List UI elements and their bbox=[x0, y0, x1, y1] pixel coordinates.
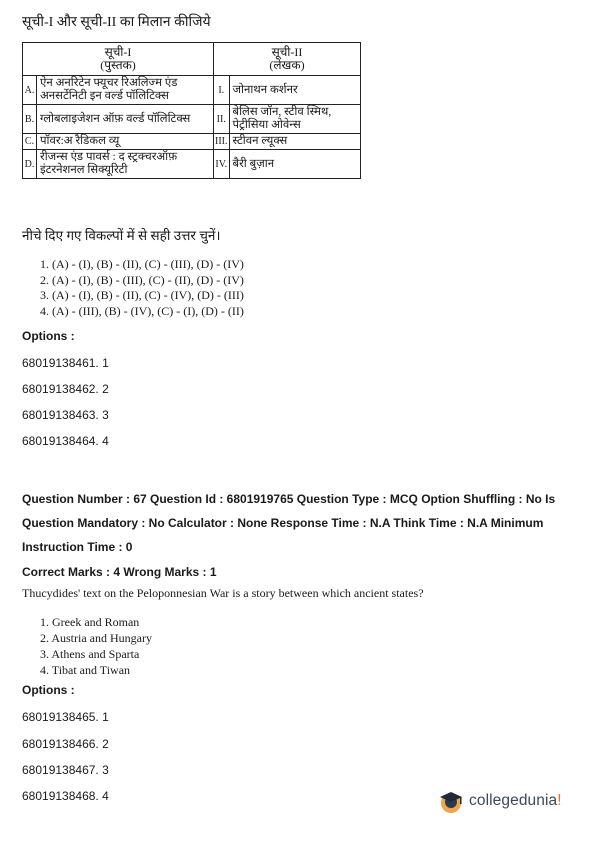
row-label: D. bbox=[23, 150, 37, 179]
match-table bbox=[22, 42, 361, 179]
option-id: 68019138466. 2 bbox=[22, 737, 109, 751]
row-label: II. bbox=[214, 105, 230, 134]
row-label: III. bbox=[214, 134, 230, 150]
choice-item: 3. (A) - (I), (B) - (II), (C) - (IV), (D) - (III) bbox=[40, 288, 244, 302]
option-id: 68019138468. 4 bbox=[22, 789, 109, 803]
question-meta-line: Question Number : 67 Question Id : 6801919765 Question Type : MCQ Option Shuffling : No Is bbox=[22, 492, 556, 506]
book-cell: रीजन्स एंड पावर्स : द स्ट्रक्चरऑफ़ इंटरनेशनल सिक्यूरिटी bbox=[37, 150, 214, 179]
question-header: सूची-I और सूची-II का मिलान कीजिये bbox=[22, 15, 211, 30]
logo-text: collegedunia! bbox=[469, 792, 562, 809]
author-cell: बैरी बुज़ान bbox=[229, 150, 361, 179]
col2-header-cell bbox=[214, 43, 361, 76]
question-text: Thucydides' text on the Peloponnesian War is a story between which ancient states? bbox=[22, 586, 424, 600]
col2-subheader: (लेखक) bbox=[269, 58, 305, 72]
option-id: 68019138462. 2 bbox=[22, 382, 109, 396]
q2-choice-list bbox=[40, 614, 152, 678]
option-id: 68019138467. 3 bbox=[22, 763, 109, 777]
marks-line: Correct Marks : 4 Wrong Marks : 1 bbox=[22, 565, 217, 579]
choice-item: 2. Austria and Hungary bbox=[40, 631, 152, 645]
col2-header: सूची-II bbox=[271, 45, 303, 59]
choice-item: 1. (A) - (I), (B) - (II), (C) - (III), (D) - (IV) bbox=[40, 257, 244, 271]
option-id: 68019138461. 1 bbox=[22, 356, 109, 370]
author-cell: स्टीवन ल्यूक्स bbox=[229, 134, 361, 150]
row-label: B. bbox=[23, 105, 37, 134]
book-cell: ग्लोबलाइजेशन ऑफ़ वर्ल्ड पॉलिटिक्स bbox=[37, 105, 214, 134]
col1-header: सूची-I bbox=[104, 45, 132, 59]
table-row bbox=[23, 150, 361, 179]
row-label: C. bbox=[23, 134, 37, 150]
options-label: Options : bbox=[22, 683, 75, 697]
option-id: 68019138464. 4 bbox=[22, 434, 109, 448]
choice-item: 4. (A) - (III), (B) - (IV), (C) - (I), (D) - (II) bbox=[40, 303, 244, 318]
col1-subheader: (पुस्तक) bbox=[100, 58, 136, 72]
option-id: 68019138463. 3 bbox=[22, 408, 109, 422]
graduation-cap-icon bbox=[438, 788, 464, 814]
row-label: A. bbox=[23, 76, 37, 105]
instruction-text: नीचे दिए गए विकल्पों में से सही उत्तर चुनें। bbox=[22, 228, 221, 243]
table-row bbox=[23, 105, 361, 134]
author-cell: बेलिस जॉन, स्टीव स्मिथ, पेट्रीसिया ओवेन्स bbox=[229, 105, 361, 134]
col1-header-cell bbox=[23, 43, 214, 76]
choice-item: 2. (A) - (I), (B) - (III), (C) - (II), (D) - (IV) bbox=[40, 272, 244, 287]
row-label: I. bbox=[214, 76, 230, 105]
author-cell: जोनाथन कर्शनर bbox=[229, 76, 361, 105]
book-cell: ऐन अनरिटेन फ्यूचर रिअलिज्म एंड अनसर्टेनिटी इन वर्ल्ड पॉलिटिक्स bbox=[37, 76, 214, 105]
table-header-row bbox=[23, 43, 361, 76]
book-cell: पॉवर:अ रैडिकल व्यू bbox=[37, 134, 214, 150]
row-label: IV. bbox=[214, 150, 230, 179]
table-row bbox=[23, 134, 361, 150]
question-meta-line: Instruction Time : 0 bbox=[22, 540, 133, 554]
q1-choice-list bbox=[40, 257, 244, 319]
question-meta-line: Question Mandatory : No Calculator : None Response Time : N.A Think Time : N.A Minimum bbox=[22, 516, 544, 530]
choice-item: 1. Greek and Roman bbox=[40, 615, 140, 629]
choice-item: 3. Athens and Sparta bbox=[40, 647, 140, 661]
table-row bbox=[23, 76, 361, 105]
options-label: Options : bbox=[22, 329, 75, 343]
choice-item: 4. Tibat and Tiwan bbox=[40, 663, 131, 677]
option-id: 68019138465. 1 bbox=[22, 710, 109, 724]
collegedunia-logo bbox=[438, 788, 562, 814]
